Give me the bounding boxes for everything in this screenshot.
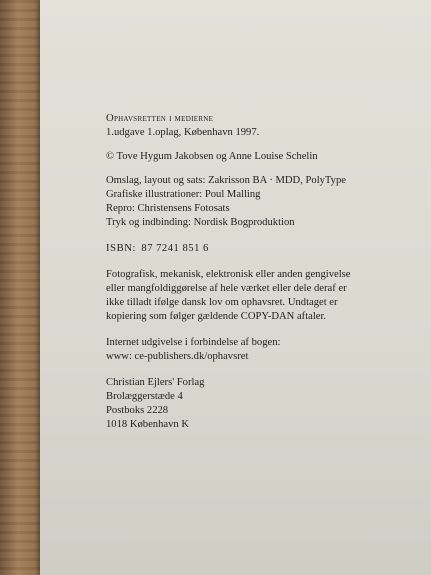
rights-notice-line-3: ikke tilladt ifølge dansk lov om ophavsret. Undtaget er [106, 297, 338, 308]
credit-illustrations: Grafiske illustrationer: Poul Malling [106, 189, 261, 200]
internet-line-1: Internet udgivelse i forbindelse af bogen: [106, 337, 281, 348]
publisher-street: Brolæggerstæde 4 [106, 391, 183, 402]
copyright-line: © Tove Hygum Jakobsen og Anne Louise Schelin [106, 151, 318, 162]
credit-cover-layout: Omslag, layout og sats: Zakrisson BA · MDD, PolyType [106, 175, 346, 186]
wooden-table-background [0, 0, 40, 575]
book-page [40, 0, 431, 575]
rights-notice-line-4: kopiering som følger gældende COPY-DAN aftaler. [106, 311, 327, 322]
credit-repro: Repro: Christensens Fotosats [106, 203, 230, 214]
internet-url: www: ce-publishers.dk/ophavsret [106, 351, 249, 362]
colophon-text [106, 112, 426, 432]
isbn-label: ISBN: [106, 243, 137, 254]
credit-print: Tryk og indbinding: Nordisk Bogproduktion [106, 217, 295, 228]
publisher-pobox: Postboks 2228 [106, 405, 169, 416]
isbn-line [106, 242, 426, 256]
rights-notice-line-2: eller mangfoldiggørelse af hele værket eller dele deraf er [106, 283, 347, 294]
book-title: Ophavsretten i medierne [106, 113, 214, 124]
edition-line: 1.udgave 1.oplag, København 1997. [106, 127, 260, 138]
publisher-city: 1018 København K [106, 419, 189, 430]
rights-notice-line-1: Fotografisk, mekanisk, elektronisk eller anden gengivelse [106, 269, 351, 280]
isbn-number: 87 7241 851 6 [141, 243, 209, 254]
publisher-name: Christian Ejlers' Forlag [106, 377, 205, 388]
